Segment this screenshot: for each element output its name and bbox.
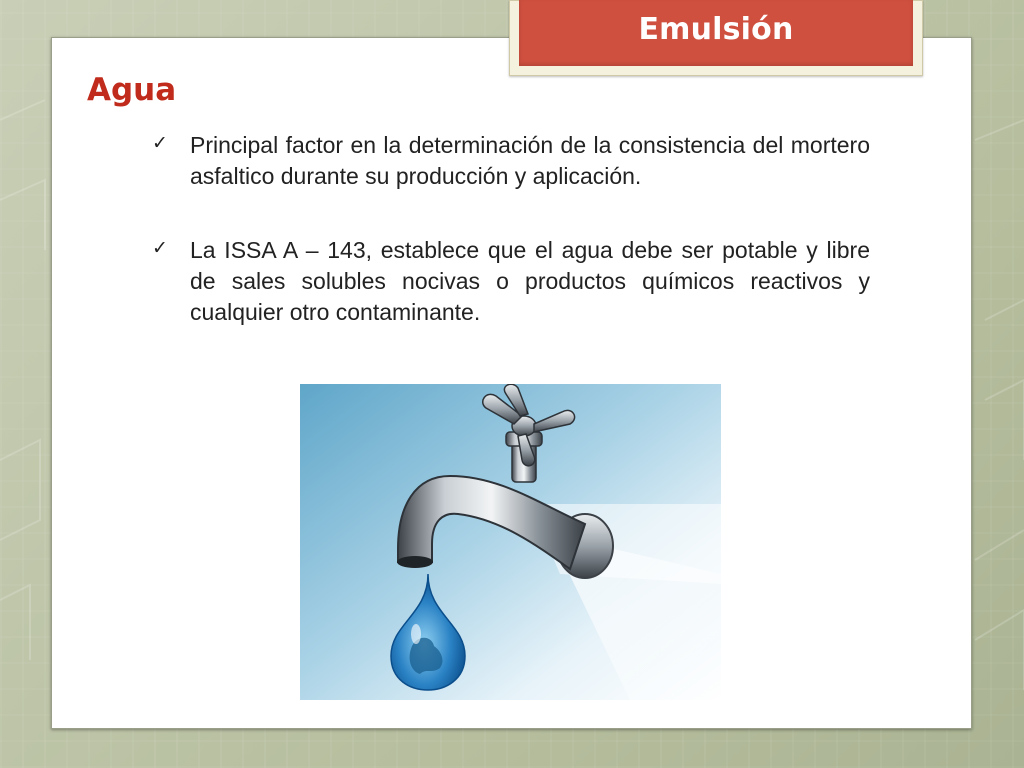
bullet-item [152,130,870,192]
bullet-item [152,235,870,328]
bullet-list [152,130,870,371]
bullet-text: La ISSA A – 143, establece que el agua debe ser potable y libre de sales solubles nocivas o productos químicos reactivos y cualquier otro contaminante. [190,237,870,325]
check-icon: ✓ [152,237,168,259]
bullet-text: Principal factor en la determinación de la consistencia del mortero asfaltico durante su producción y aplicación. [190,132,870,189]
title-tab [519,0,913,66]
check-icon: ✓ [152,132,168,154]
section-heading: Agua [87,72,177,108]
faucet-water-drop-globe-image [300,384,721,700]
slide-title: Emulsión [638,11,794,47]
